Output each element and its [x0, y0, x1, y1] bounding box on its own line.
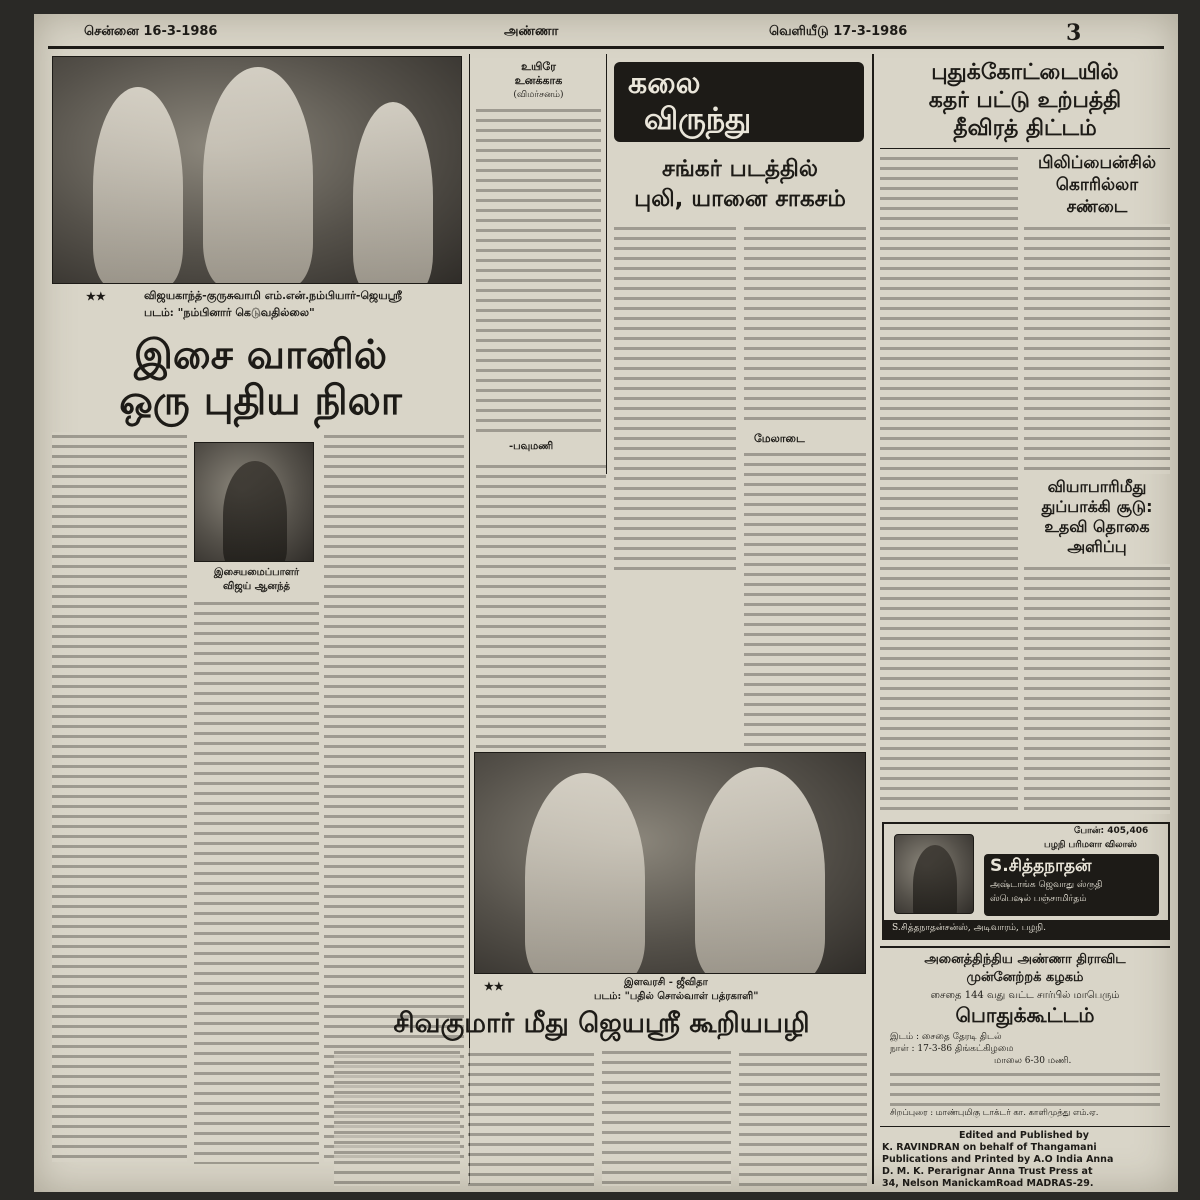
kalai-virundhu-banner: [614, 62, 864, 142]
headline-philippines-line1: பிலிப்பைன்சில்: [1037, 153, 1157, 173]
meeting-title-line1: அனைத்திந்திய அண்ணா திராவிட: [924, 952, 1126, 967]
article-body-column: [880, 154, 1018, 814]
article-body-column: [194, 599, 319, 1164]
imprint-line2: K. RAVINDRAN on behalf of Thangamani: [882, 1142, 1097, 1153]
article-body-column: [476, 462, 606, 752]
headline-pudukkottai-line2: கதர் பட்டு உற்பத்தி: [928, 88, 1122, 113]
article-body-column: [602, 1048, 867, 1186]
uyire-subtitle: (விமர்சனம்): [513, 90, 564, 100]
advert-brand-name: S.சித்தநாதன்: [990, 856, 1092, 876]
masthead-rule: [48, 46, 1164, 49]
headline-viyabari-line1: வியாபாரிமீது: [1047, 477, 1147, 496]
film-still-photo: [52, 56, 462, 284]
page-number: 3: [1066, 20, 1082, 46]
meeting-title-line2: முன்னேற்றக் கழகம்: [966, 970, 1084, 985]
article-body-column: [52, 432, 187, 1162]
article-body-column: [334, 1048, 594, 1186]
portrait-caption-role: இசையமைப்பாளர்: [213, 567, 300, 578]
imprint-line4: D. M. K. Perarignar Anna Trust Press at: [882, 1166, 1093, 1177]
portrait-caption-name: விஜய் ஆனந்த்: [222, 581, 291, 592]
headline-viyabari-line2: துப்பாக்கி சூடு:: [1041, 497, 1153, 516]
headline-philippines-line2: கொரில்லா: [1055, 175, 1139, 195]
article-body-column: [1024, 224, 1170, 474]
masthead-release-date: வெளியீடு 17-3-1986: [769, 24, 908, 39]
advert-footer: S.சித்தநாதன்சன்ஸ், அடிவாரம், பழநி.: [884, 920, 1168, 938]
article-body-column: [744, 450, 866, 750]
advert-brand-line1: பழநி பரிமளா விலாஸ்: [1044, 840, 1137, 850]
masthead-city-date: சென்னை 16-3-1986: [84, 24, 218, 39]
meeting-place: இடம் : சைதை தேரடி திடல்: [890, 1032, 1002, 1042]
newspaper-page: [34, 14, 1178, 1192]
actresses-caption-film: படம்: "பதில் சொல்வாள் பத்ரகாளி": [594, 991, 759, 1002]
meeting-title-line3: சைதை 144 வது வட்ட சார்பில் மாபெரும்: [930, 990, 1120, 1001]
advert-brand-line2: அஷ்டாங்க ஜெவாது ஸ்ருதி: [990, 880, 1103, 890]
photo-stars: ★★: [86, 290, 106, 303]
banner-line2: விருந்து: [644, 102, 752, 137]
banner-line1: கலை: [628, 66, 701, 101]
advert-brand-panel: [984, 854, 1159, 916]
headline-viyabari-line3: உதவி தொகை: [1044, 517, 1150, 536]
headline-shankar-line1: சங்கர் படத்தில்: [662, 156, 818, 182]
headline-shankar-line2: புலி, யானை சாகசம்: [634, 186, 846, 212]
advert-brand-line3: ஸ்பெஷல் பஞ்சாமிர்தம்: [990, 894, 1087, 904]
article-body-column: [744, 224, 866, 424]
meeting-time: மாலை 6-30 மணி.: [994, 1056, 1072, 1066]
column-rule: [872, 54, 874, 1184]
advert-phone: போன்: 405,406: [1074, 826, 1149, 836]
headline-isai-line1: இசை வானில்: [133, 332, 388, 378]
headline-sivakumar: சிவகுமார் மீது ஜெயஸ்ரீ கூறியபழி: [393, 1008, 810, 1039]
headline-pudukkottai-line3: தீவிரத் திட்டம்: [953, 116, 1097, 141]
meeting-speakers: [890, 1070, 1160, 1106]
advertisement-box: [882, 822, 1170, 940]
subhead-melaadai: மேலாடை: [754, 432, 805, 445]
imprint-line3: Publications and Printed by A.O India Anna: [882, 1154, 1114, 1165]
actresses-caption-names: இளவரசி - ஜீவிதா: [624, 977, 708, 988]
article-body-column: [476, 106, 601, 436]
meeting-date: நாள் : 17-3-86 திங்கட்கிழமை: [890, 1044, 1014, 1054]
actresses-photo: [474, 752, 866, 974]
imprint-line5: 34, Nelson ManickamRoad MADRAS-29.: [882, 1178, 1094, 1189]
headline-isai-line2: ஒரு புதிய நிலா: [119, 378, 402, 424]
article-body-column: [1024, 564, 1170, 814]
photo-caption-cast: விஜயகாந்த்-குருசுவாமி எம்.என்.நம்பியார்-ஜெயஸ்ரீ: [144, 289, 402, 302]
headline-viyabari-line4: அளிப்பு: [1067, 537, 1127, 556]
column-rule: [606, 54, 607, 474]
photo-caption-film: படம்: "நம்பினார் கெடுவதில்லை": [144, 306, 315, 319]
uyire-title-line1: உயிரே: [521, 60, 556, 73]
meeting-title-line4: பொதுக்கூட்டம்: [955, 1003, 1095, 1027]
advert-portrait: [894, 834, 974, 914]
headline-philippines-line3: சண்டை: [1066, 197, 1128, 217]
article-body-column: [614, 224, 736, 574]
byline: -பவுமணி: [509, 441, 554, 452]
uyire-title-line2: உனக்காக: [514, 74, 563, 87]
meeting-chief-guest: சிறப்புரை : மாண்புமிகு டாக்டர் கா. காளிமுத்து எம்.ஏ.: [890, 1108, 1099, 1118]
actresses-stars: ★★: [484, 980, 504, 993]
composer-portrait: [194, 442, 314, 562]
imprint-line1: Edited and Published by: [959, 1130, 1089, 1141]
masthead-paper-name: அண்ணா: [504, 24, 559, 39]
headline-pudukkottai-line1: புதுக்கோட்டையில்: [931, 60, 1119, 85]
